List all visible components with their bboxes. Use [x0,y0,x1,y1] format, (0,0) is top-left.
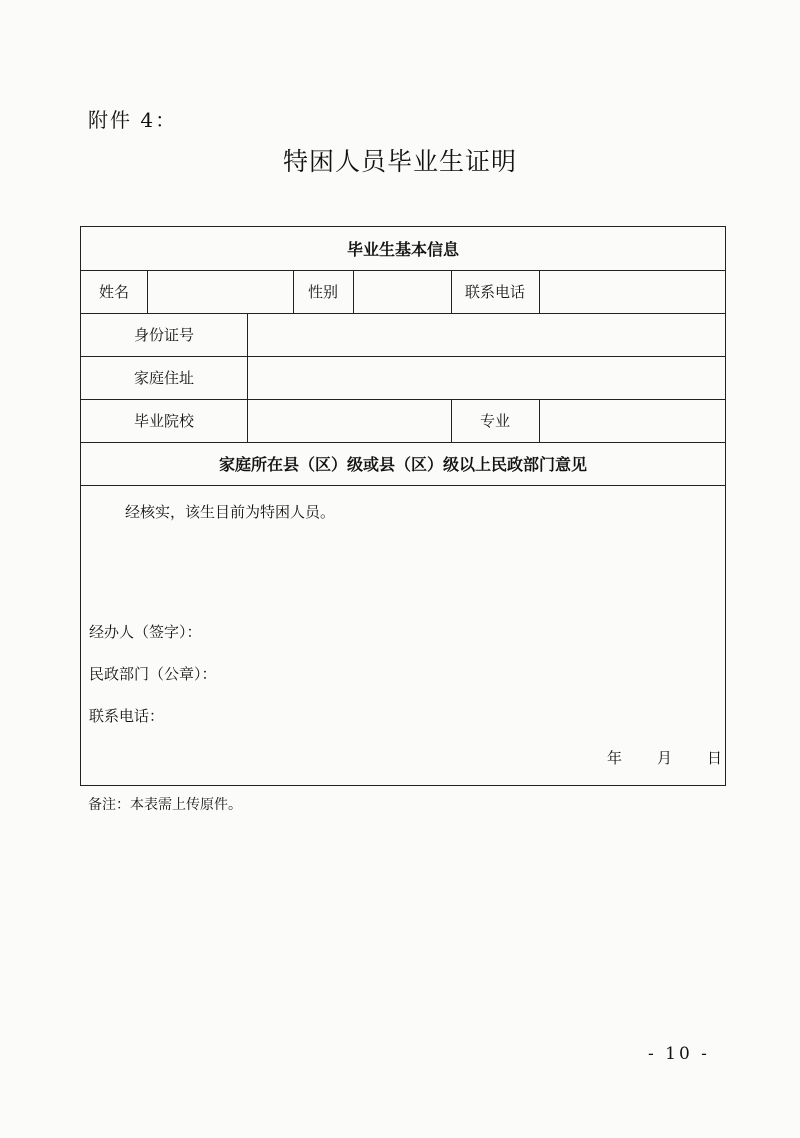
id-number-field[interactable] [247,313,725,356]
handler-signature-label: 经办人（签字）： [89,623,202,641]
school-label: 毕业院校 [133,412,194,430]
school-field[interactable] [247,399,451,442]
section-title-civil-affairs-opinion: 家庭所在县（区）级或县（区）级以上民政部门意见 [218,455,587,474]
row-divider [81,485,725,486]
page-number: - 10 - [648,1044,710,1064]
gender-field[interactable] [353,270,451,313]
certificate-form [80,226,726,786]
month-label: 月 [657,749,673,767]
home-address-label: 家庭住址 [133,369,194,387]
name-label: 姓名 [98,283,129,301]
page-title: 特困人员毕业生证明 [282,147,517,176]
section-title-basic-info: 毕业生基本信息 [346,240,459,259]
verification-statement: 经核实，该生目前为特困人员。 [125,503,336,521]
home-address-field[interactable] [247,356,725,399]
department-seal-label: 民政部门（公章）： [89,665,217,683]
phone-field[interactable] [539,270,725,313]
gender-label: 性别 [307,283,338,301]
phone-label: 联系电话 [464,283,525,301]
major-label: 专业 [479,412,510,430]
contact-phone-label: 联系电话： [89,707,165,725]
id-number-label: 身份证号 [133,326,194,344]
major-field[interactable] [539,399,725,442]
name-field[interactable] [147,270,293,313]
year-label: 年 [607,749,623,767]
remark-note: 备注：本表需上传原件。 [88,797,242,813]
day-label: 日 [707,749,723,767]
attachment-label: 附件 4： [88,108,178,132]
